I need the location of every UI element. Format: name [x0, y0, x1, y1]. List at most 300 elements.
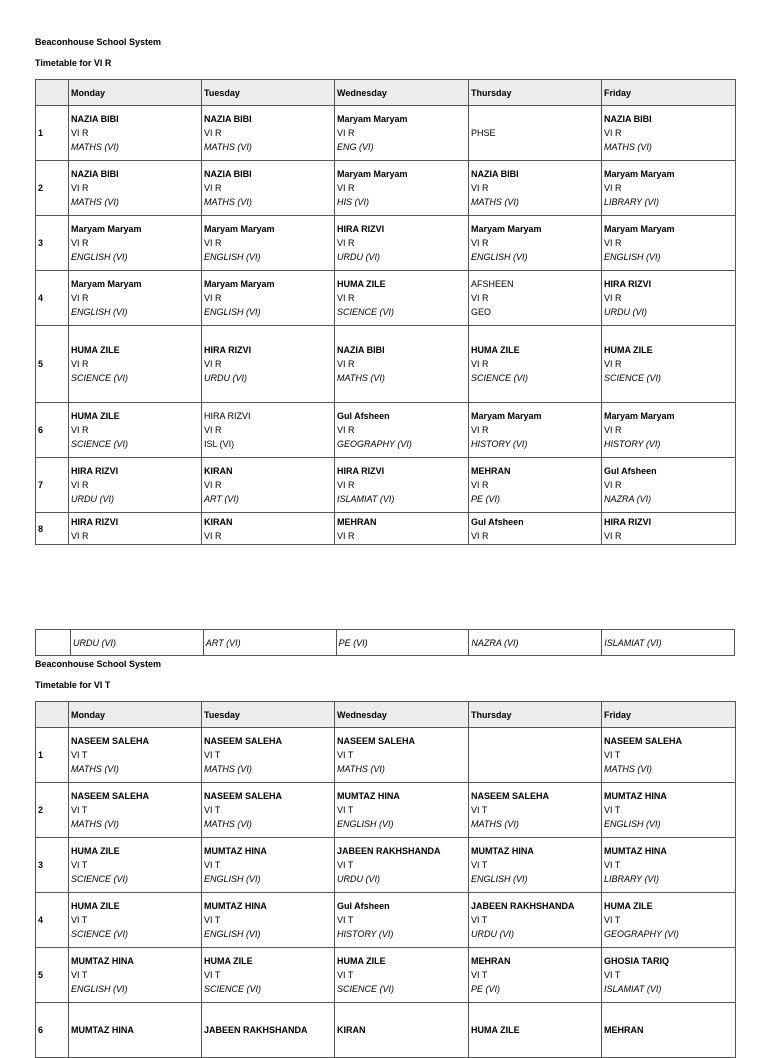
- lesson-cell: [202, 893, 335, 948]
- teacher-name: HIRA RIZVI: [204, 411, 251, 421]
- subject-cell: [602, 630, 735, 656]
- lesson-cell: [469, 1003, 602, 1058]
- class-name: VI R: [471, 480, 489, 490]
- lesson-cell: [69, 216, 202, 271]
- subject-name: PE (VI): [471, 494, 501, 504]
- lesson-cell: [202, 948, 335, 1003]
- period-cell: [36, 630, 71, 656]
- lesson-cell: [602, 1003, 736, 1058]
- teacher-name: NAZIA BIBI: [71, 169, 119, 179]
- subject-text: URDU (VI): [73, 637, 116, 648]
- class-name: VI R: [604, 238, 622, 248]
- teacher-name: MUMTAZ HINA: [471, 846, 534, 856]
- teacher-name: HIRA RIZVI: [71, 466, 119, 476]
- lesson-cell: [602, 783, 736, 838]
- subject-name: ENGLISH (VI): [204, 929, 261, 939]
- subject-name: ENGLISH (VI): [337, 819, 394, 829]
- day-header: Friday: [602, 702, 736, 728]
- lesson-cell: [202, 403, 335, 458]
- teacher-name: Maryam Maryam: [204, 279, 275, 289]
- class-name: VI R: [604, 425, 622, 435]
- period-row: [36, 271, 736, 326]
- lesson-cell: [335, 728, 469, 783]
- subject-cell: [469, 630, 602, 656]
- lesson-cell: [202, 783, 335, 838]
- class-name: VI T: [337, 970, 354, 980]
- subject-name: ISLAMIAT (VI): [337, 494, 395, 504]
- subject-text: ART (VI): [205, 637, 241, 648]
- day-header: Monday: [69, 702, 202, 728]
- class-name: VI R: [204, 359, 222, 369]
- subject-name: ENGLISH (VI): [204, 252, 261, 262]
- lesson-cell: [602, 271, 736, 326]
- class-name: VI R: [71, 128, 89, 138]
- period-row: [36, 1003, 736, 1058]
- subject-name: HISTORY (VI): [604, 439, 661, 449]
- subject-name: URDU (VI): [471, 929, 514, 939]
- class-name: VI R: [471, 530, 489, 541]
- subject-name: SCIENCE (VI): [337, 984, 395, 994]
- teacher-name: NAZIA BIBI: [471, 169, 519, 179]
- period-number: 2: [36, 783, 69, 838]
- lesson-cell: [69, 161, 202, 216]
- class-name: VI R: [71, 238, 89, 248]
- class-name: VI R: [337, 293, 355, 303]
- period-number: 3: [36, 838, 69, 893]
- subject-name: ENG (VI): [337, 142, 374, 152]
- period-row: [36, 948, 736, 1003]
- teacher-name: Maryam Maryam: [337, 114, 408, 124]
- subject-name: ENGLISH (VI): [204, 307, 261, 317]
- lesson-cell: [335, 513, 469, 545]
- day-header: Tuesday: [202, 702, 335, 728]
- teacher-name: HUMA ZILE: [204, 956, 253, 966]
- teacher-name: NASEEM SALEHA: [71, 736, 150, 746]
- lesson-cell: [602, 513, 736, 545]
- teacher-name: GHOSIA TARIQ: [604, 956, 669, 966]
- lesson-cell: [602, 403, 736, 458]
- teacher-name: NASEEM SALEHA: [471, 791, 550, 801]
- class-name: VI R: [337, 530, 355, 541]
- lesson-cell: [69, 403, 202, 458]
- lesson-cell: [602, 326, 736, 403]
- teacher-name: MUMTAZ HINA: [604, 846, 667, 856]
- class-name: VI T: [71, 805, 88, 815]
- class-name: VI T: [204, 915, 221, 925]
- class-name: VI T: [204, 970, 221, 980]
- period-number: 5: [36, 326, 69, 403]
- lesson-cell: [602, 728, 736, 783]
- class-name: VI T: [204, 750, 221, 760]
- teacher-name: MUMTAZ HINA: [204, 901, 267, 911]
- subject-name: MATHS (VI): [204, 764, 252, 774]
- lesson-cell: [69, 106, 202, 161]
- class-name: VI R: [604, 128, 622, 138]
- subject-name: ENGLISH (VI): [604, 252, 661, 262]
- lesson-cell: [602, 458, 736, 513]
- subject-name: NAZRA (VI): [604, 494, 652, 504]
- day-header: Thursday: [469, 702, 602, 728]
- teacher-name: JABEEN RAKHSHANDA: [337, 846, 441, 856]
- subject-name: ENGLISH (VI): [71, 252, 128, 262]
- subject-name: ISLAMIAT (VI): [604, 984, 662, 994]
- teacher-name: HUMA ZILE: [71, 846, 120, 856]
- timetable-title-2: Timetable for VI T: [35, 680, 111, 690]
- subject-cell: [336, 630, 469, 656]
- lesson-cell: [602, 893, 736, 948]
- timetable-continuation: [35, 629, 735, 656]
- subject-name: URDU (VI): [204, 373, 247, 383]
- subject-name: SCIENCE (VI): [337, 307, 395, 317]
- teacher-name: HIRA RIZVI: [604, 279, 652, 289]
- lesson-cell: [202, 458, 335, 513]
- period-row: [36, 403, 736, 458]
- day-header: Friday: [602, 80, 736, 106]
- teacher-name: HUMA ZILE: [337, 279, 386, 289]
- lesson-cell: [335, 893, 469, 948]
- subject-name: MATHS (VI): [337, 764, 385, 774]
- teacher-name: HUMA ZILE: [604, 901, 653, 911]
- class-name: VI R: [337, 359, 355, 369]
- teacher-name: NAZIA BIBI: [204, 169, 252, 179]
- class-name: VI R: [71, 425, 89, 435]
- lesson-cell: [335, 1003, 469, 1058]
- subject-name: SCIENCE (VI): [204, 984, 262, 994]
- subject-name: SCIENCE (VI): [71, 439, 129, 449]
- timetable-vi-r: [35, 79, 736, 545]
- teacher-name: HUMA ZILE: [71, 345, 120, 355]
- lesson-cell: [69, 513, 202, 545]
- teacher-name: KIRAN: [204, 466, 233, 476]
- subject-name: URDU (VI): [71, 494, 114, 504]
- teacher-name: Maryam Maryam: [71, 224, 142, 234]
- header-row: [36, 702, 736, 728]
- class-name: VI T: [471, 915, 488, 925]
- lesson-cell: [469, 728, 602, 783]
- subject-name: ENGLISH (VI): [204, 874, 261, 884]
- teacher-name: MEHRAN: [471, 466, 511, 476]
- class-name: VI R: [604, 293, 622, 303]
- subject-name: HISTORY (VI): [471, 439, 528, 449]
- period-row: [36, 513, 736, 545]
- subject-name: HIS (VI): [337, 197, 370, 207]
- subject-name: ENGLISH (VI): [71, 984, 128, 994]
- class-name: VI R: [337, 425, 355, 435]
- teacher-name: HUMA ZILE: [337, 956, 386, 966]
- lesson-cell: [202, 728, 335, 783]
- teacher-name: HIRA RIZVI: [604, 516, 652, 527]
- class-name: VI R: [204, 480, 222, 490]
- corner-cell: [36, 80, 69, 106]
- class-name: VI T: [71, 860, 88, 870]
- lesson-cell: [202, 161, 335, 216]
- class-name: VI R: [71, 183, 89, 193]
- subject-name: ENGLISH (VI): [471, 874, 528, 884]
- teacher-name: Maryam Maryam: [71, 279, 142, 289]
- lesson-cell: [69, 1003, 202, 1058]
- lesson-cell: [335, 458, 469, 513]
- class-name: VI T: [204, 860, 221, 870]
- teacher-name: JABEEN RAKHSHANDA: [471, 901, 575, 911]
- teacher-name: MUMTAZ HINA: [604, 791, 667, 801]
- day-header: Thursday: [469, 80, 602, 106]
- subject-text: ISLAMIAT (VI): [604, 637, 662, 648]
- class-name: VI R: [471, 293, 489, 303]
- period-number: 7: [36, 458, 69, 513]
- teacher-name: HIRA RIZVI: [337, 466, 385, 476]
- teacher-name: Maryam Maryam: [471, 224, 542, 234]
- lesson-cell: [202, 513, 335, 545]
- teacher-name: NASEEM SALEHA: [71, 791, 150, 801]
- subject-name: GEOGRAPHY (VI): [337, 439, 412, 449]
- period-row: [36, 216, 736, 271]
- teacher-name: NASEEM SALEHA: [204, 736, 283, 746]
- subject-name: GEO: [471, 307, 492, 317]
- teacher-name: JABEEN RAKHSHANDA: [204, 1025, 308, 1035]
- teacher-name: HIRA RIZVI: [204, 345, 252, 355]
- lesson-cell: [69, 893, 202, 948]
- subject-name: ART (VI): [204, 494, 239, 504]
- school-name-2: Beaconhouse School System: [35, 659, 162, 669]
- lesson-cell: [602, 948, 736, 1003]
- teacher-name: NASEEM SALEHA: [604, 736, 683, 746]
- period-number: 4: [36, 271, 69, 326]
- teacher-name: Maryam Maryam: [604, 411, 675, 421]
- period-number: 5: [36, 948, 69, 1003]
- class-name: VI T: [337, 915, 354, 925]
- period-row: [36, 728, 736, 783]
- teacher-name: Gul Afsheen: [337, 901, 390, 911]
- class-name: VI R: [604, 183, 622, 193]
- lesson-cell: [335, 271, 469, 326]
- class-name: VI T: [604, 750, 621, 760]
- teacher-name: NASEEM SALEHA: [337, 736, 416, 746]
- subject-name: ENGLISH (VI): [71, 307, 128, 317]
- teacher-name: KIRAN: [337, 1025, 366, 1035]
- teacher-name: HUMA ZILE: [471, 1025, 520, 1035]
- header-row: [36, 80, 736, 106]
- class-name: VI R: [204, 238, 222, 248]
- teacher-name: Gul Afsheen: [337, 411, 390, 421]
- class-name: VI R: [471, 359, 489, 369]
- subject-name: LIBRARY (VI): [604, 874, 660, 884]
- timetable-vi-t: [35, 701, 736, 1058]
- lesson-cell: [469, 783, 602, 838]
- subject-name: SCIENCE (VI): [71, 373, 129, 383]
- corner-cell: [36, 702, 69, 728]
- teacher-name: HIRA RIZVI: [71, 516, 119, 527]
- lesson-cell: [69, 326, 202, 403]
- subject-text: PE (VI): [338, 637, 368, 648]
- subject-name: MATHS (VI): [471, 819, 519, 829]
- class-name: VI T: [604, 860, 621, 870]
- class-name: VI T: [471, 805, 488, 815]
- class-name: VI T: [337, 805, 354, 815]
- teacher-name: KIRAN: [204, 516, 233, 527]
- period-row: [36, 106, 736, 161]
- teacher-name: HUMA ZILE: [604, 345, 653, 355]
- teacher-name: Gul Afsheen: [471, 516, 524, 527]
- lesson-cell: [469, 106, 602, 161]
- lesson-cell: [69, 838, 202, 893]
- lesson-cell: [469, 216, 602, 271]
- subject-name: MATHS (VI): [71, 764, 119, 774]
- class-name: VI T: [337, 750, 354, 760]
- teacher-name: MUMTAZ HINA: [204, 846, 267, 856]
- subject-name: MATHS (VI): [71, 142, 119, 152]
- day-header: Wednesday: [335, 80, 469, 106]
- day-header: Monday: [69, 80, 202, 106]
- lesson-cell: [202, 106, 335, 161]
- lesson-cell: [469, 893, 602, 948]
- lesson-cell: [469, 838, 602, 893]
- class-name: VI R: [604, 530, 622, 541]
- class-name: VI R: [604, 480, 622, 490]
- teacher-name: Gul Afsheen: [604, 466, 657, 476]
- period-row: [36, 326, 736, 403]
- teacher-name: HUMA ZILE: [71, 901, 120, 911]
- subject-name: MATHS (VI): [604, 142, 652, 152]
- period-number: 3: [36, 216, 69, 271]
- class-name: VI R: [337, 183, 355, 193]
- teacher-name: Maryam Maryam: [471, 411, 542, 421]
- teacher-name: MUMTAZ HINA: [337, 791, 400, 801]
- class-name: VI R: [204, 530, 222, 541]
- lesson-cell: [335, 161, 469, 216]
- day-header: Tuesday: [202, 80, 335, 106]
- lesson-cell: [202, 326, 335, 403]
- lesson-cell: [469, 403, 602, 458]
- class-name: VI T: [471, 860, 488, 870]
- subject-name: MATHS (VI): [204, 819, 252, 829]
- class-name: VI T: [604, 915, 621, 925]
- teacher-name: NAZIA BIBI: [204, 114, 252, 124]
- class-name: VI T: [71, 915, 88, 925]
- teacher-name: Maryam Maryam: [337, 169, 408, 179]
- subject-name: SCIENCE (VI): [71, 874, 129, 884]
- subject-name: URDU (VI): [604, 307, 647, 317]
- lesson-cell: [602, 161, 736, 216]
- class-name: VI R: [204, 293, 222, 303]
- class-name: VI R: [337, 128, 355, 138]
- school-name-1: Beaconhouse School System: [35, 37, 162, 47]
- class-name: VI R: [337, 480, 355, 490]
- class-name: VI T: [71, 750, 88, 760]
- lesson-cell: [69, 783, 202, 838]
- subject-name: MATHS (VI): [71, 819, 119, 829]
- class-name: VI T: [604, 970, 621, 980]
- teacher-name: HUMA ZILE: [471, 345, 520, 355]
- lesson-cell: [469, 948, 602, 1003]
- lesson-cell: [69, 271, 202, 326]
- lesson-cell: [335, 838, 469, 893]
- class-name: VI T: [604, 805, 621, 815]
- subject-name: URDU (VI): [337, 874, 380, 884]
- lesson-cell: [69, 948, 202, 1003]
- period-number: 6: [36, 403, 69, 458]
- lesson-cell: [202, 271, 335, 326]
- lesson-cell: [202, 838, 335, 893]
- lesson-cell: [335, 326, 469, 403]
- class-name: VI T: [204, 805, 221, 815]
- period-row: [36, 161, 736, 216]
- subject-name: SCIENCE (VI): [71, 929, 129, 939]
- period-row: [36, 893, 736, 948]
- continuation-row: [36, 630, 735, 656]
- subject-cell: [71, 630, 204, 656]
- subject-name: SCIENCE (VI): [604, 373, 662, 383]
- class-name: VI R: [204, 183, 222, 193]
- teacher-name: MEHRAN: [337, 516, 377, 527]
- class-name: VI R: [204, 425, 222, 435]
- lesson-cell: [335, 106, 469, 161]
- teacher-name: MEHRAN: [471, 956, 511, 966]
- period-row: [36, 458, 736, 513]
- subject-name: MATHS (VI): [204, 142, 252, 152]
- teacher-name: NASEEM SALEHA: [204, 791, 283, 801]
- class-name: VI T: [471, 970, 488, 980]
- lesson-cell: [335, 948, 469, 1003]
- class-name: VI R: [337, 238, 355, 248]
- teacher-name: NAZIA BIBI: [71, 114, 119, 124]
- teacher-name: MUMTAZ HINA: [71, 956, 134, 966]
- subject-name: MATHS (VI): [71, 197, 119, 207]
- timetable-title-1: Timetable for VI R: [35, 58, 112, 68]
- teacher-name: MUMTAZ HINA: [71, 1025, 134, 1035]
- lesson-cell: [202, 1003, 335, 1058]
- subject-name: GEOGRAPHY (VI): [604, 929, 679, 939]
- teacher-name: NAZIA BIBI: [604, 114, 652, 124]
- period-row: [36, 783, 736, 838]
- subject-name: MATHS (VI): [337, 373, 385, 383]
- class-name: VI R: [71, 293, 89, 303]
- subject-name: PE (VI): [471, 984, 501, 994]
- class-name: VI R: [471, 183, 489, 193]
- lesson-cell: [469, 271, 602, 326]
- teacher-name: Maryam Maryam: [604, 169, 675, 179]
- lesson-note: PHSE: [471, 128, 496, 138]
- lesson-cell: [335, 783, 469, 838]
- subject-name: MATHS (VI): [204, 197, 252, 207]
- subject-name: URDU (VI): [337, 252, 380, 262]
- period-number: 4: [36, 893, 69, 948]
- class-name: VI R: [471, 425, 489, 435]
- class-name: VI T: [71, 970, 88, 980]
- class-name: VI R: [604, 359, 622, 369]
- lesson-cell: [469, 513, 602, 545]
- class-name: VI R: [471, 238, 489, 248]
- teacher-name: HUMA ZILE: [71, 411, 120, 421]
- teacher-name: MEHRAN: [604, 1025, 644, 1035]
- subject-name: ENGLISH (VI): [604, 819, 661, 829]
- subject-name: SCIENCE (VI): [471, 373, 529, 383]
- lesson-cell: [202, 216, 335, 271]
- class-name: VI R: [71, 359, 89, 369]
- class-name: VI R: [204, 128, 222, 138]
- class-name: VI T: [337, 860, 354, 870]
- lesson-cell: [469, 161, 602, 216]
- subject-cell: [203, 630, 336, 656]
- subject-name: ISL (VI): [204, 439, 235, 449]
- lesson-cell: [335, 216, 469, 271]
- lesson-cell: [469, 326, 602, 403]
- lesson-cell: [602, 216, 736, 271]
- teacher-name: Maryam Maryam: [604, 224, 675, 234]
- period-number: 6: [36, 1003, 69, 1058]
- subject-name: LIBRARY (VI): [604, 197, 660, 207]
- lesson-cell: [69, 728, 202, 783]
- class-name: VI R: [71, 480, 89, 490]
